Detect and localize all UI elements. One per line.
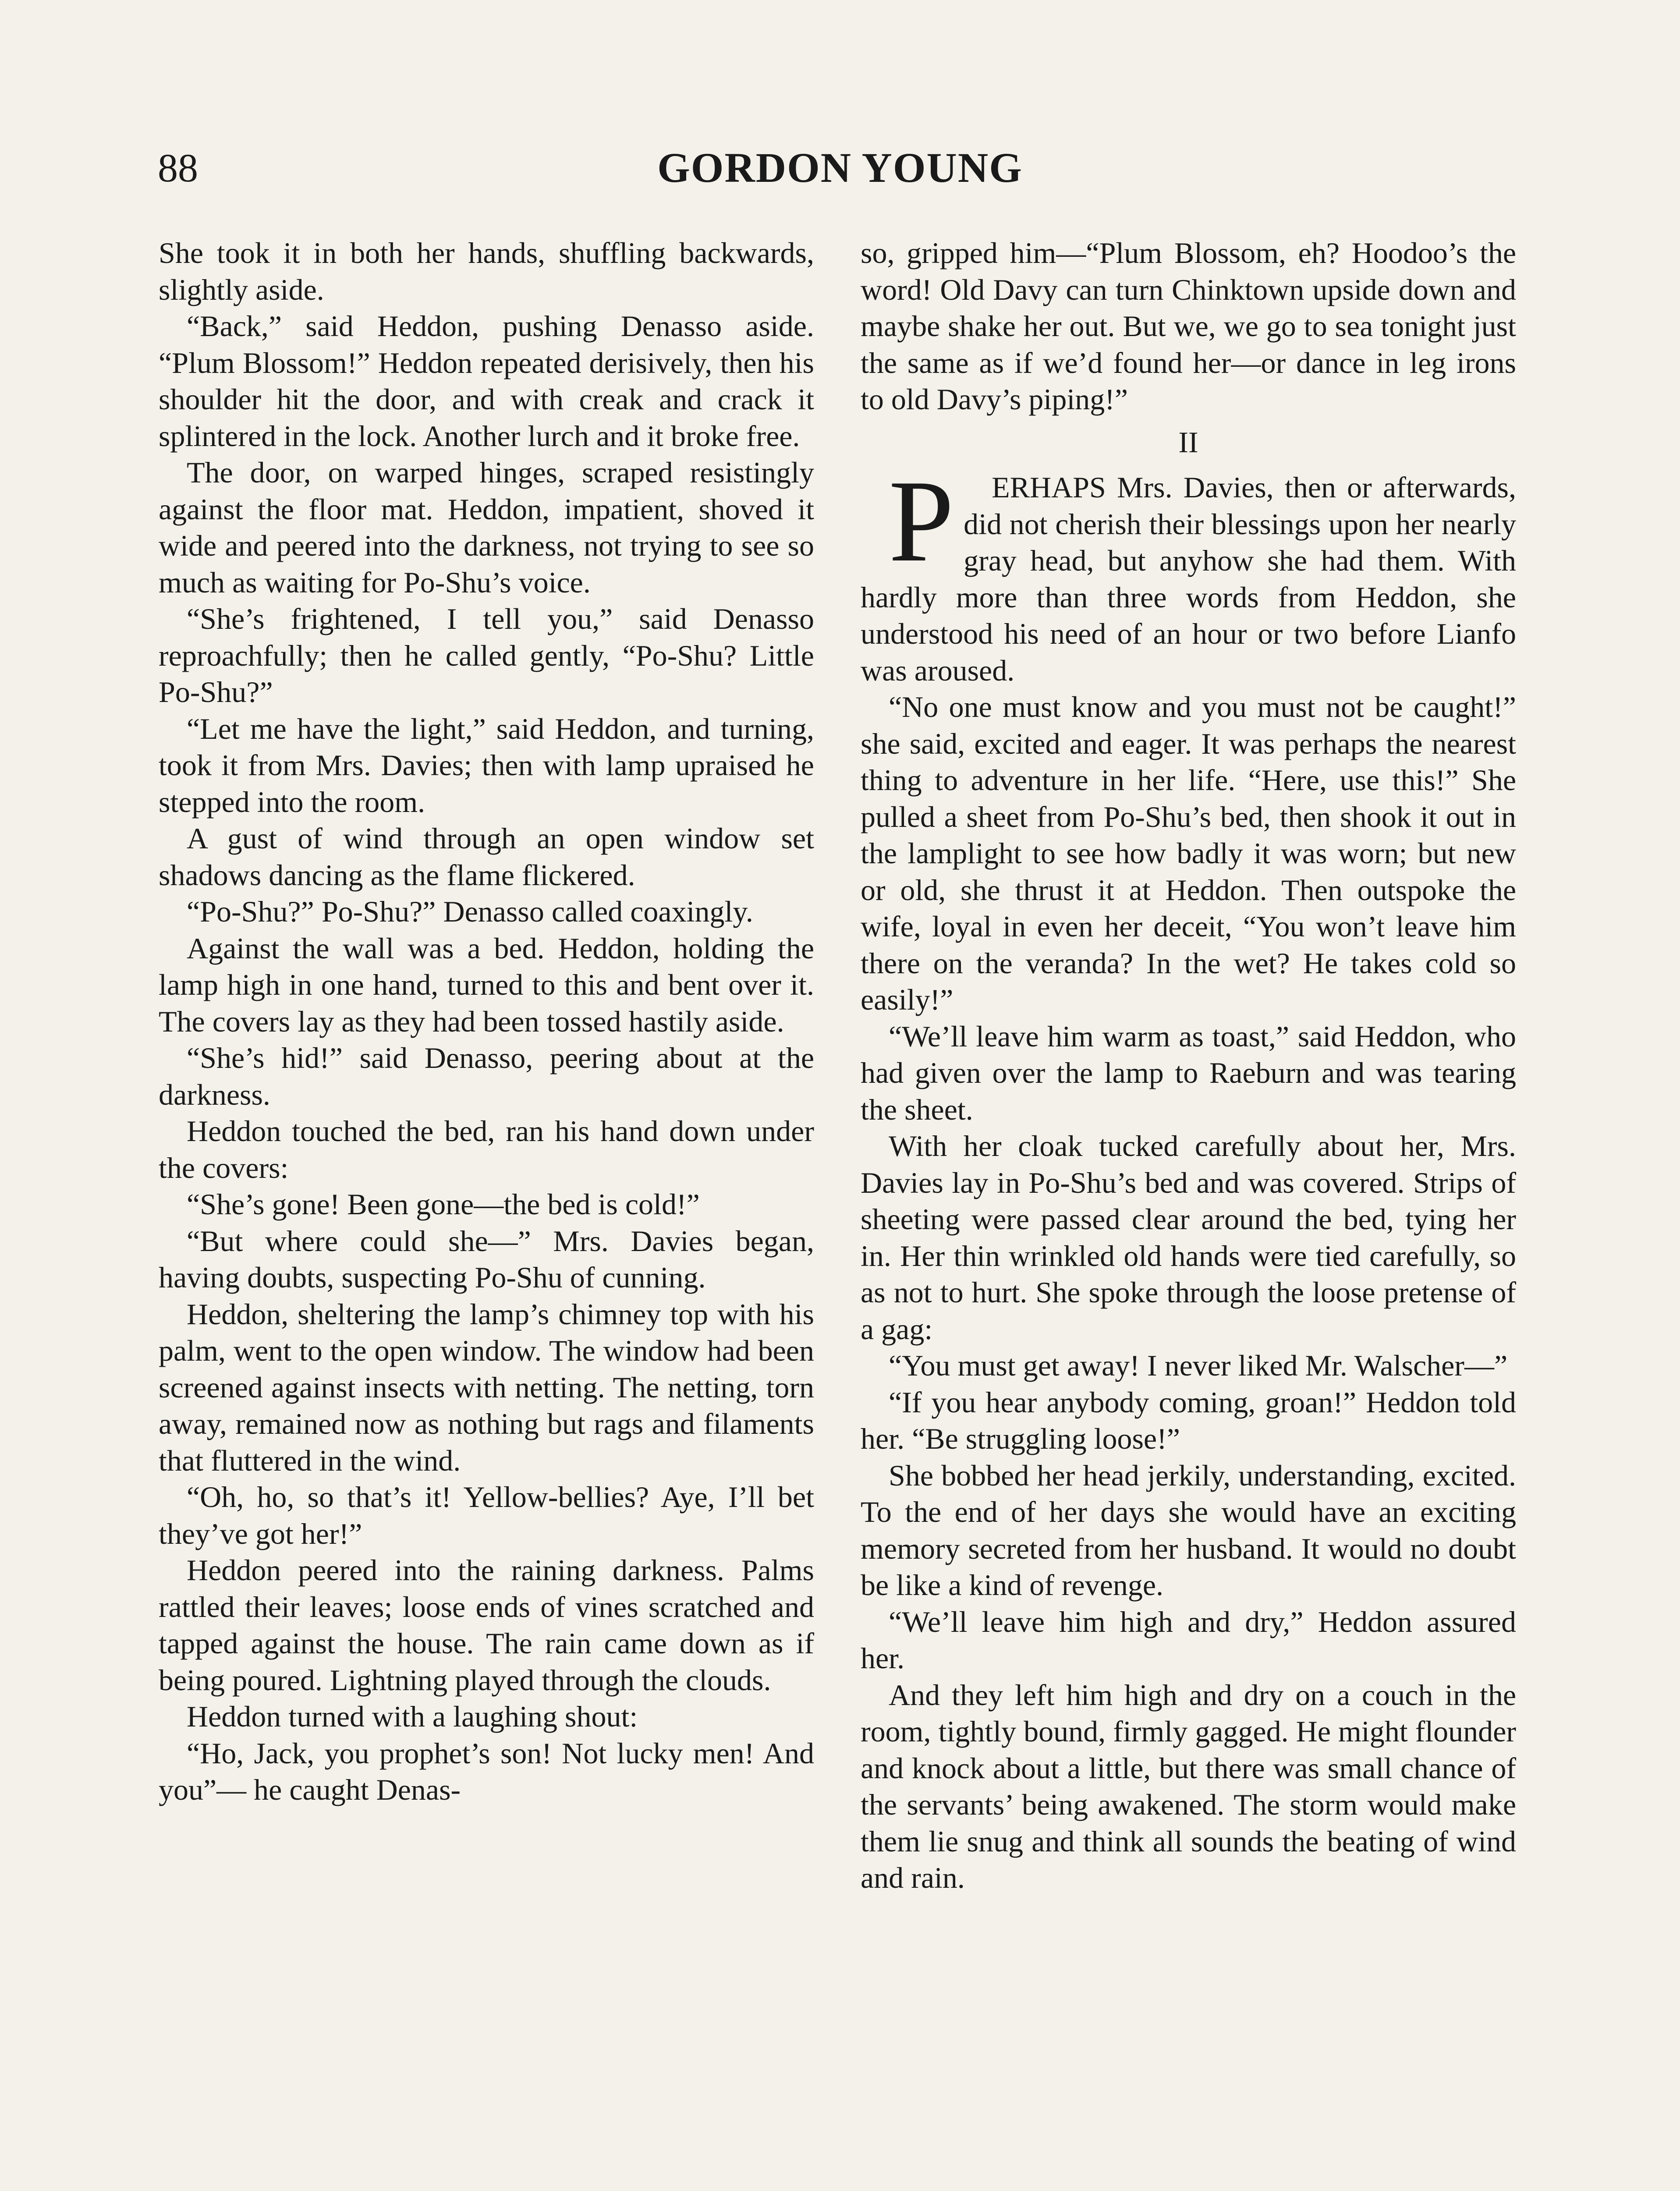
paragraph: She bobbed her head jerkily, understanding, excited. To the end of her days she would have an exciting memory secreted from her husband. It would no doubt be like a kind of revenge. bbox=[861, 1458, 1516, 1602]
paragraph: With her cloak tucked carefully about her, Mrs. Davies lay in Po-Shu’s bed and was covered. Strips of sheeting were passed clear around the bed, tying her in. Her thin wrinkled old hands were tied carefully, so as not to hurt. She spoke through the loose pretense of a gag: bbox=[861, 1129, 1516, 1346]
paragraph: “But where could she—” Mrs. Davies began, having doubts, suspecting Po-Shu of cunning. bbox=[159, 1224, 814, 1294]
paragraph: “Oh, ho, so that’s it! Yellow-bellies? Aye, I’ll bet they’ve got her!” bbox=[159, 1480, 814, 1550]
left-column bbox=[159, 235, 814, 1808]
paragraph: Heddon touched the bed, ran his hand down under the covers: bbox=[159, 1114, 814, 1184]
paragraph: “We’ll leave him high and dry,” Heddon assured her. bbox=[861, 1605, 1516, 1675]
paragraph: “Ho, Jack, you prophet’s son! Not lucky men! And you”— he caught Denas- bbox=[159, 1736, 814, 1806]
page-number: 88 bbox=[158, 145, 198, 190]
lead-paragraph-text: ERHAPS Mrs. Davies, then or afterwards, did not cherish their blessings upon her nearly gray head, but anyhow she had them. With hardly more than three words from Heddon, she understood his need of an hour or two before Lianfo was aroused. bbox=[861, 471, 1516, 687]
right-column bbox=[861, 235, 1516, 1897]
paragraph: “No one must know and you must not be caught!” she said, excited and eager. It was perhaps the nearest thing to adventure in her life. “Here, use this!” She pulled a sheet from Po-Shu’s bed, then shook it out in the lamplight to see how badly it was worn; but new or old, she thrust it at Heddon. Then outspoke the wife, loyal in even her deceit, “You won’t leave him there on the veranda? In the wet? He takes cold so easily!” bbox=[861, 690, 1516, 1016]
paragraph: A gust of wind through an open window set shadows dancing as the flame flickered. bbox=[159, 822, 814, 892]
paragraph: Against the wall was a bed. Heddon, holding the lamp high in one hand, turned to this and bent over it. The covers lay as they had been tossed hastily aside. bbox=[159, 931, 814, 1038]
paragraph: “Back,” said Heddon, pushing Denasso aside. “Plum Blossom!” Heddon repeated derisively, then his shoulder hit the door, and with creak and crack it splintered in the lock. Another lurch and it broke free. bbox=[159, 309, 814, 453]
page-header bbox=[158, 139, 1522, 196]
paragraph: Heddon peered into the raining darkness. Palms rattled their leaves; loose ends of vines scratched and tapped against the house. The rain came down as if being poured. Lightning played through the clouds. bbox=[159, 1553, 814, 1697]
section-number: II bbox=[1178, 425, 1198, 459]
paragraph: The door, on warped hinges, scraped resistingly against the floor mat. Heddon, impatient, shoved it wide and peered into the darkness, not trying to see so much as waiting for Po-Shu’s voice. bbox=[159, 456, 814, 599]
drop-cap: P bbox=[889, 456, 954, 586]
paragraph: “Let me have the light,” said Heddon, and turning, took it from Mrs. Davies; then with lamp upraised he stepped into the room. bbox=[159, 712, 814, 819]
paragraph: “She’s frightened, I tell you,” said Denasso reproachfully; then he called gently, “Po-Shu? Little Po-Shu?” bbox=[159, 602, 814, 709]
lead-paragraph bbox=[861, 456, 1516, 689]
paragraph: “You must get away! I never liked Mr. Walscher—” bbox=[889, 1349, 1508, 1382]
paragraph: “She’s hid!” said Denasso, peering about at the darkness. bbox=[159, 1041, 814, 1111]
continued-paragraph: so, gripped him—“Plum Blossom, eh? Hoodoo’s the word! Old Davy can turn Chinktown upside down and maybe shake her out. But we, we go to sea tonight just the same as if we’d found her—or dance in leg irons to old Davy’s piping!” bbox=[861, 236, 1516, 416]
paragraph: Heddon, sheltering the lamp’s chimney top with his palm, went to the open window. The window had been screened against insects with netting. The netting, torn away, remained now as nothing but rags and filaments that fluttered in the wind. bbox=[159, 1297, 814, 1477]
paragraph: “If you hear anybody coming, groan!” Heddon told her. “Be struggling loose!” bbox=[861, 1385, 1516, 1455]
running-head-author: GORDON YOUNG bbox=[657, 144, 1023, 191]
paragraph: “She’s gone! Been gone—the bed is cold!” bbox=[187, 1188, 700, 1221]
paragraph: And they left him high and dry on a couch in the room, tightly bound, firmly gagged. He might flounder and knock about a little, but there was small chance of the servants’ being awakened. The storm would make them lie snug and think all sounds the beating of wind and rain. bbox=[861, 1678, 1516, 1894]
paragraph: “Po-Shu?” Po-Shu?” Denasso called coaxingly. bbox=[187, 895, 753, 928]
paragraph: “We’ll leave him warm as toast,” said Heddon, who had given over the lamp to Raeburn and was tearing the sheet. bbox=[861, 1019, 1516, 1126]
paragraph: She took it in both her hands, shuffling backwards, slightly aside. bbox=[159, 236, 814, 306]
paragraph: Heddon turned with a laughing shout: bbox=[187, 1700, 638, 1733]
